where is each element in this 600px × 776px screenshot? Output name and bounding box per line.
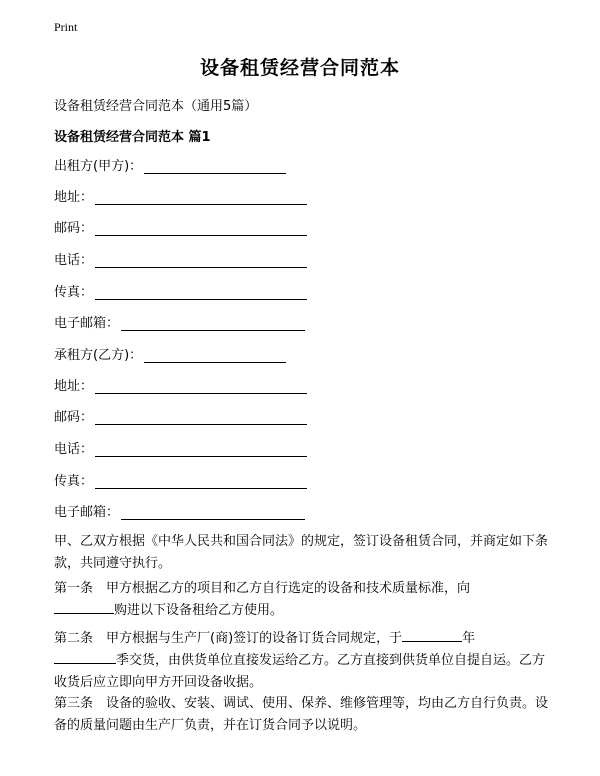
lessor-email-field (54, 312, 305, 331)
lessee-email-blank (121, 505, 305, 520)
section-heading: 设备租赁经营合同范本 篇1 (54, 130, 211, 145)
lessee-fax-label: 传真： (54, 474, 94, 489)
lessee-email-field (54, 501, 305, 520)
lessor-party-blank (144, 159, 286, 174)
lessee-phone-blank (95, 442, 307, 457)
article-2-year-blank (402, 629, 462, 642)
article-1-paragraph (54, 578, 554, 622)
lessor-postcode-label: 邮码： (54, 221, 94, 236)
lessee-party-field (54, 344, 286, 363)
article-2-text-c: 季交货，由供货单位直接发运给乙方。乙方直接到供货单位自提自运。乙方收货后应立即向甲方开回设备收据。 (54, 653, 546, 690)
article-2-quarter-blank (54, 651, 116, 664)
lessor-email-blank (121, 316, 305, 331)
lessee-postcode-blank (95, 410, 307, 425)
lessee-address-field (54, 375, 307, 394)
lessor-party-label: 出租方(甲方)： (54, 159, 143, 174)
lessor-postcode-blank (95, 221, 307, 236)
lessee-fax-field (54, 470, 307, 489)
lessee-fax-blank (95, 474, 307, 489)
lessor-fax-label: 传真： (54, 285, 94, 300)
lessor-party-field (54, 155, 286, 174)
print-link[interactable]: Print (54, 20, 78, 34)
intro-paragraph: 甲、乙双方根据《中华人民共和国合同法》的规定，签订设备租赁合同，并商定如下条款，共同遵守执行。 (54, 534, 549, 571)
lessor-address-blank (95, 190, 307, 205)
document-title: 设备租赁经营合同范本 (199, 57, 400, 79)
lessee-phone-label: 电话： (54, 442, 94, 457)
lessee-address-blank (95, 379, 307, 394)
article-3-paragraph: 第三条 设备的验收、安装、调试、使用、保养、维修管理等，均由乙方自行负责。设备的质量问题由生产厂负责，并在订货合同予以说明。 (54, 696, 549, 733)
lessee-email-label: 电子邮箱： (54, 505, 120, 520)
article-2-text-b: 年 (462, 631, 476, 646)
lessor-phone-label: 电话： (54, 253, 94, 268)
lessor-address-field (54, 186, 307, 205)
lessor-phone-field (54, 249, 307, 268)
lessor-phone-blank (95, 253, 307, 268)
lessor-fax-blank (95, 285, 307, 300)
article-1-text-a: 第一条 甲方根据乙方的项目和乙方自行选定的设备和技术质量标准，向 (54, 581, 471, 596)
article-1-blank (54, 601, 114, 614)
lessor-fax-field (54, 281, 307, 300)
lessor-address-label: 地址： (54, 190, 94, 205)
document-subtitle: 设备租赁经营合同范本（通用5篇） (54, 99, 258, 114)
lessee-phone-field (54, 438, 307, 457)
lessee-party-blank (144, 348, 286, 363)
lessor-email-label: 电子邮箱： (54, 316, 120, 331)
article-2-paragraph (54, 628, 554, 694)
article-2-text-a: 第二条 甲方根据与生产厂(商)签订的设备订货合同规定，于 (54, 631, 403, 646)
article-1-text-b: 购进以下设备租给乙方使用。 (114, 603, 284, 618)
lessee-postcode-field (54, 406, 307, 425)
lessee-postcode-label: 邮码： (54, 410, 94, 425)
lessee-address-label: 地址： (54, 379, 94, 394)
lessor-postcode-field (54, 217, 307, 236)
lessee-party-label: 承租方(乙方)： (54, 348, 143, 363)
